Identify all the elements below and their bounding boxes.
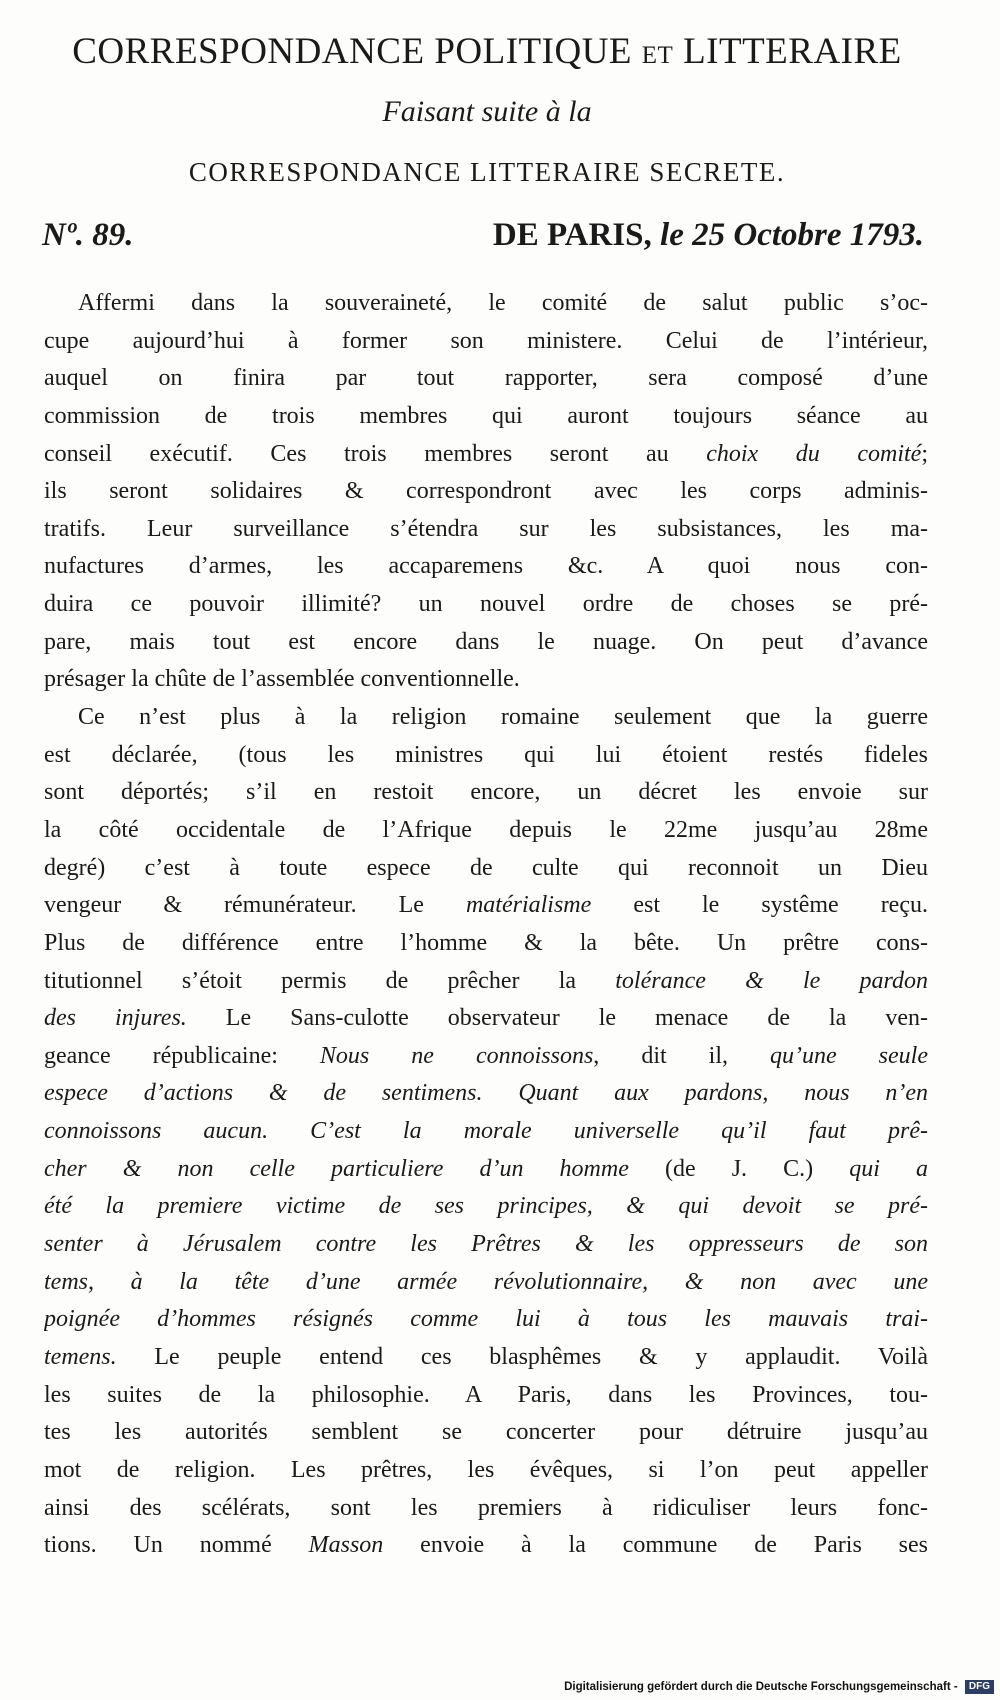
text-run: mot de religion. Les prêtres, les évêques, si l’on peut appeller — [44, 1456, 928, 1483]
text-run: présager la chûte de l’assemblée conventionnelle. — [44, 666, 520, 693]
italic-text-run: Nous ne connoissons — [319, 1042, 594, 1069]
dateline — [42, 210, 924, 260]
text-line — [44, 323, 928, 361]
text-line — [44, 1000, 928, 1038]
text-run: est le systême reçu. — [591, 892, 928, 919]
text-line — [44, 360, 928, 398]
text-run: geance républicaine: — [44, 1042, 320, 1069]
text-line — [44, 963, 928, 1001]
text-line — [44, 887, 928, 925]
text-line — [44, 661, 928, 699]
italic-text-run: poignée d’hommes résignés comme lui à tous les mauvais trai- — [44, 1306, 928, 1333]
text-line — [44, 1527, 928, 1565]
text-line — [44, 1490, 928, 1528]
italic-text-run: espece d’actions & de sentimens. Quant aux pardons, nous n’en — [44, 1080, 928, 1107]
digitization-credit — [564, 1678, 994, 1696]
text-line — [44, 1113, 928, 1151]
italic-text-run: senter à Jérusalem contre les Prêtres & les oppresseurs de son — [44, 1231, 928, 1258]
text-line — [44, 737, 928, 775]
text-run: tratifs. Leur surveillance s’étendra sur les subsistances, les ma- — [44, 515, 928, 542]
text-line — [44, 1414, 928, 1452]
journal-title-conjunction: ET — [641, 42, 674, 69]
text-line — [44, 473, 928, 511]
text-line — [44, 1226, 928, 1264]
text-line — [44, 1151, 928, 1189]
place-and-date — [493, 210, 924, 260]
italic-text-run: connoissons aucun. C’est la morale universelle qu’il faut prê- — [44, 1118, 928, 1145]
text-line — [44, 1075, 928, 1113]
text-run: vengeur & rémunérateur. Le — [44, 892, 466, 919]
text-line — [44, 774, 928, 812]
text-line — [44, 1188, 928, 1226]
journal-title-part-1: CORRESPONDANCE POLITIQUE — [72, 31, 633, 72]
text-run: duira ce pouvoir illimité? un nouvel ordre de choses se pré- — [44, 591, 928, 618]
text-line — [44, 925, 928, 963]
journal-subtitle: Faisant suite à la — [382, 95, 592, 128]
text-line — [44, 285, 928, 323]
text-run: ainsi des scélérats, sont les premiers à ridiculiser leurs fonc- — [44, 1494, 928, 1521]
italic-text-run: tolérance & le pardon — [615, 967, 928, 994]
journal-title-secondary: CORRESPONDANCE LITTERAIRE SECRETE. — [188, 157, 786, 187]
text-line — [44, 511, 928, 549]
text-line — [44, 1339, 928, 1377]
text-run: Plus de différence entre l’homme & la bête. Un prêtre cons- — [44, 929, 928, 956]
text-line — [44, 1377, 928, 1415]
text-run: auquel on finira par tout rapporter, sera composé d’une — [44, 365, 928, 392]
text-line — [44, 1264, 928, 1302]
text-line — [44, 586, 928, 624]
text-run: cupe aujourd’hui à former son ministere. Celui de l’intérieur, — [44, 327, 928, 354]
italic-text-run: matérialisme — [465, 892, 592, 919]
text-run: Ce n’est plus à la religion romaine seulement que la guerre — [78, 704, 928, 731]
text-line — [44, 850, 928, 888]
text-run: sont déportés; s’il en restoit encore, un décret les envoie sur — [44, 779, 928, 806]
text-line — [44, 699, 928, 737]
text-run: Affermi dans la souveraineté, le comité de salut public s’oc- — [78, 290, 928, 316]
italic-text-run: Masson — [308, 1532, 384, 1559]
journal-title — [42, 30, 932, 78]
text-run: tions. Un nommé — [44, 1532, 309, 1559]
text-run: les suites de la philosophie. A Paris, dans les Provinces, tou- — [44, 1381, 928, 1408]
text-line — [44, 812, 928, 850]
dfg-logo: DFG — [965, 1680, 994, 1694]
text-run: la côté occidentale de l’Afrique depuis le 22me jusqu’au 28me — [44, 816, 928, 843]
text-run: nufactures d’armes, les accaparemens &c. A quoi nous con- — [44, 553, 928, 580]
text-run: est déclarée, (tous les ministres qui lui étoient restés fideles — [44, 741, 928, 768]
text-line — [44, 1038, 928, 1076]
italic-text-run: choix du comité — [706, 440, 922, 467]
text-run: pare, mais tout est encore dans le nuage. On peut d’avance — [44, 628, 928, 655]
journal-title-part-2: LITTERAIRE — [683, 31, 902, 72]
article-body — [44, 285, 928, 1565]
text-line — [44, 1301, 928, 1339]
credit-text: Digitalisierung gefördert durch die Deutsche Forschungsgemeinschaft - — [564, 1681, 958, 1693]
text-line — [44, 624, 928, 662]
text-run: envoie à la commune de Paris ses — [383, 1532, 928, 1559]
italic-text-run: cher & non celle particuliere d’un homme — [44, 1155, 629, 1182]
text-run: degré) c’est à toute espece de culte qui reconnoit un Dieu — [44, 854, 928, 881]
text-run: tes les autorités semblent se concerter pour détruire jusqu’au — [44, 1419, 928, 1446]
italic-text-run: qu’une seule — [770, 1042, 928, 1069]
text-line — [44, 548, 928, 586]
text-line — [44, 398, 928, 436]
text-run: Le peuple entend ces blasphêmes & y applaudit. Voilà — [116, 1343, 928, 1370]
italic-text-run: des injures. — [44, 1005, 187, 1032]
text-run: conseil exécutif. Ces trois membres seront au — [44, 440, 707, 467]
text-line — [44, 1452, 928, 1490]
italic-text-run: temens. — [44, 1343, 117, 1370]
place: DE PARIS, — [492, 217, 652, 253]
text-run: titutionnel s’étoit permis de prêcher la — [44, 967, 616, 994]
text-run: (de J. C.) — [628, 1155, 850, 1182]
text-run: ils seront solidaires & correspondront avec les corps adminis- — [44, 478, 928, 505]
text-run: commission de trois membres qui auront toujours séance au — [44, 402, 928, 429]
italic-text-run: qui a — [849, 1155, 928, 1182]
italic-text-run: été la premiere victime de ses principes, & qui devoit se pré- — [44, 1193, 928, 1220]
text-run: ; — [921, 440, 928, 467]
date: le 25 Octobre 1793. — [660, 217, 924, 253]
italic-text-run: tems, à la tête d’une armée révolutionnaire, & non avec une — [44, 1268, 928, 1295]
text-line — [44, 436, 928, 474]
text-run: , dit il, — [593, 1042, 771, 1069]
text-run: Le Sans-culotte observateur le menace de la ven- — [186, 1005, 928, 1032]
issue-number: Nº. 89. — [42, 217, 134, 253]
